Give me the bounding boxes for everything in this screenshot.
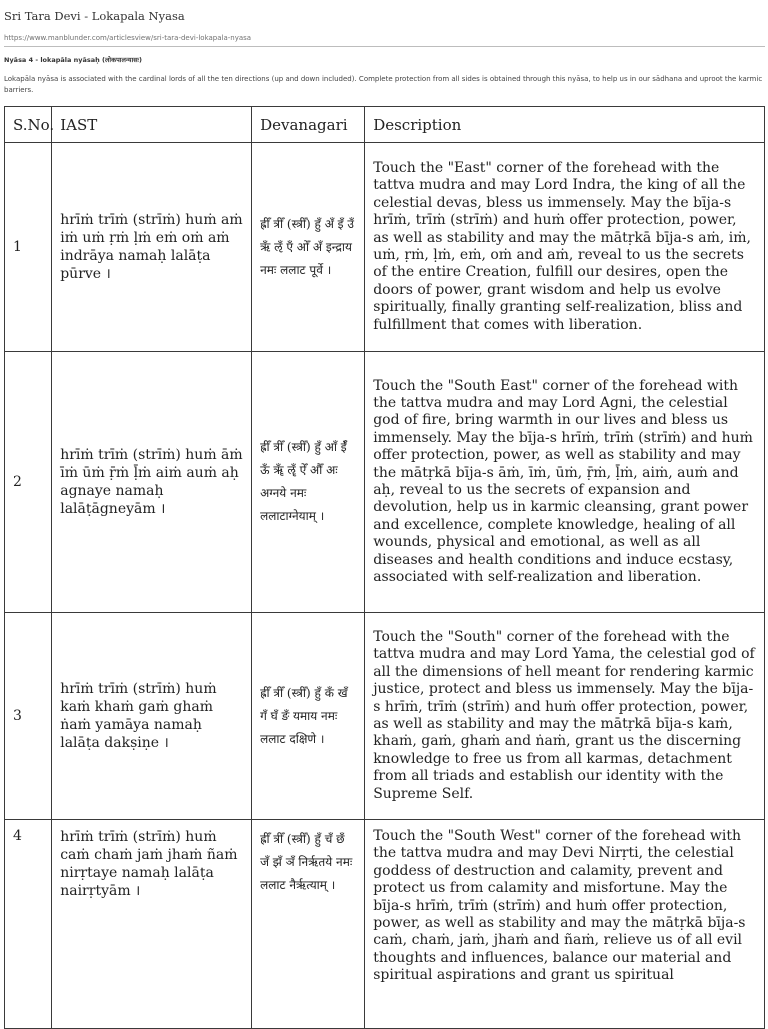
table-row: [5, 143, 765, 352]
nyasa-table: [4, 106, 765, 1029]
cell-description: Touch the "South East" corner of the forehead with the tattva mudra and may Lord Agni, the celestial god of fire, bring warmth in our lives and bless us immensely. May the bīja-s hrīṁ, trīṁ (strīṁ) and huṁ offer protection, power, as well as stability and may the mātṛkā bīja-s āṁ, īṁ, ūṁ, ṝṁ, ḹṁ, aiṁ, auṁ and aḥ, reveal to us the secrets of expansion and devolution, help us in karmic cleansing, grant power and excellence, complete knowledge, healing of all wounds, physical and emotional, as well as all diseases and health conditions and induce ecstasy, associated with self-realization and liberation.: [365, 352, 765, 613]
cell-devanagari: ह्रीँ त्रीँ (स्त्रीँ) हुँ कँ खँ गँ घँ ङँ यमाय नमः ललाट दक्षिणे ।: [252, 613, 365, 820]
cell-iast: hrīṁ trīṁ (strīṁ) huṁ āṁ īṁ ūṁ ṝṁ ḹṁ aiṁ auṁ aḥ agnaye namaḥ lalāṭāgneyām ।: [52, 352, 252, 613]
cell-devanagari: ह्रीँ त्रीँ (स्त्रीँ) हुँ चँ छँ जँ झँ ञँ निर्ऋतये नमः ललाट नैर्ऋत्याम् ।: [252, 820, 365, 1029]
cell-sno: 2: [5, 352, 52, 613]
section-heading: Nyāsa 4 - lokapāla nyāsaḥ (लोकपालन्यासः): [4, 56, 142, 64]
cell-description: Touch the "South" corner of the forehead with the tattva mudra and may Lord Yama, the celestial god of all the dimensions of hell meant for rendering karmic justice, protect and bless us immensely. May the bīja-s hrīṁ, trīṁ (strīṁ) and huṁ offer protection, power, as well as stability and may the mātṛkā bīja-s kaṁ, khaṁ, gaṁ, ghaṁ and ṅaṁ, grant us the discerning knowledge to free us from all karmas, detachment from all triads and establish our identity with the Supreme Self.: [365, 613, 765, 820]
header-sno: S.No.: [5, 107, 52, 143]
table-row: [5, 820, 765, 1029]
table-row: [5, 352, 765, 613]
header-divider: [4, 46, 765, 47]
cell-description: Touch the "East" corner of the forehead with the tattva mudra and may Lord Indra, the king of all the celestial devas, bless us immensely. May the bīja-s hrīṁ, trīṁ (strīṁ) and huṁ offer protection, power, as well as stability and may the mātṛkā bīja-s aṁ, iṁ, uṁ, ṛṁ, ḷṁ, eṁ, oṁ and aṁ, reveal to us the secrets of the entire Creation, fulfill our desires, open the doors of power, grant wisdom and help us evolve spiritually, finally granting self-realization, bliss and fulfillment that comes with liberation.: [365, 143, 765, 352]
header-iast: IAST: [52, 107, 252, 143]
document-url[interactable]: https://www.manblunder.com/articlesview/sri-tara-devi-lokapala-nyasa: [4, 34, 252, 42]
document-title: Sri Tara Devi - Lokapala Nyasa: [4, 9, 185, 23]
cell-sno: 1: [5, 143, 52, 352]
cell-devanagari: ह्रीँ त्रीँ (स्त्रीँ) हुँ आँ ईँ ऊँ ॠँ ॡँ ऐँ औँ अः अग्नये नमः ललाटाग्नेयाम् ।: [252, 352, 365, 613]
header-description: Description: [365, 107, 765, 143]
table-row: [5, 613, 765, 820]
cell-iast: hrīṁ trīṁ (strīṁ) huṁ aṁ iṁ uṁ ṛṁ ḷṁ eṁ oṁ aṁ indrāya namaḥ lalāṭa pūrve ।: [52, 143, 252, 352]
cell-iast: hrīṁ trīṁ (strīṁ) huṁ kaṁ khaṁ gaṁ ghaṁ ṅaṁ yamāya namaḥ lalāṭa dakṣiṇe ।: [52, 613, 252, 820]
cell-sno: 3: [5, 613, 52, 820]
cell-iast: hrīṁ trīṁ (strīṁ) huṁ caṁ chaṁ jaṁ jhaṁ ñaṁ nirṛtaye namaḥ lalāṭa nairṛtyām ।: [52, 820, 252, 1029]
table-header-row: [5, 107, 765, 143]
cell-devanagari: ह्रीँ त्रीँ (स्त्रीँ) हुँ अँ इँ उँ ऋँ ऌँ एँ ओँ अँ इन्द्राय नमः ललाट पूर्वे ।: [252, 143, 365, 352]
cell-sno: 4: [5, 820, 52, 1029]
intro-paragraph: Lokapāla nyāsa is associated with the cardinal lords of all the ten directions (up and down included). Complete protection from all sides is obtained through this nyāsa, to help us in our sādhana and uproot the karmic barriers.: [4, 75, 763, 94]
cell-description: Touch the "South West" corner of the forehead with the tattva mudra and may Devi Nirṛti, the celestial goddess of destruction and calamity, prevent and protect us from calamity and misfortune. May the bīja-s hrīṁ, trīṁ (strīṁ) and huṁ offer protection, power, as well as stability and may the mātṛkā bīja-s caṁ, chaṁ, jaṁ, jhaṁ and ñaṁ, relieve us of all evil thoughts and influences, balance our material and spiritual aspirations and grant us spiritual: [365, 820, 765, 1029]
header-devanagari: Devanagari: [252, 107, 365, 143]
